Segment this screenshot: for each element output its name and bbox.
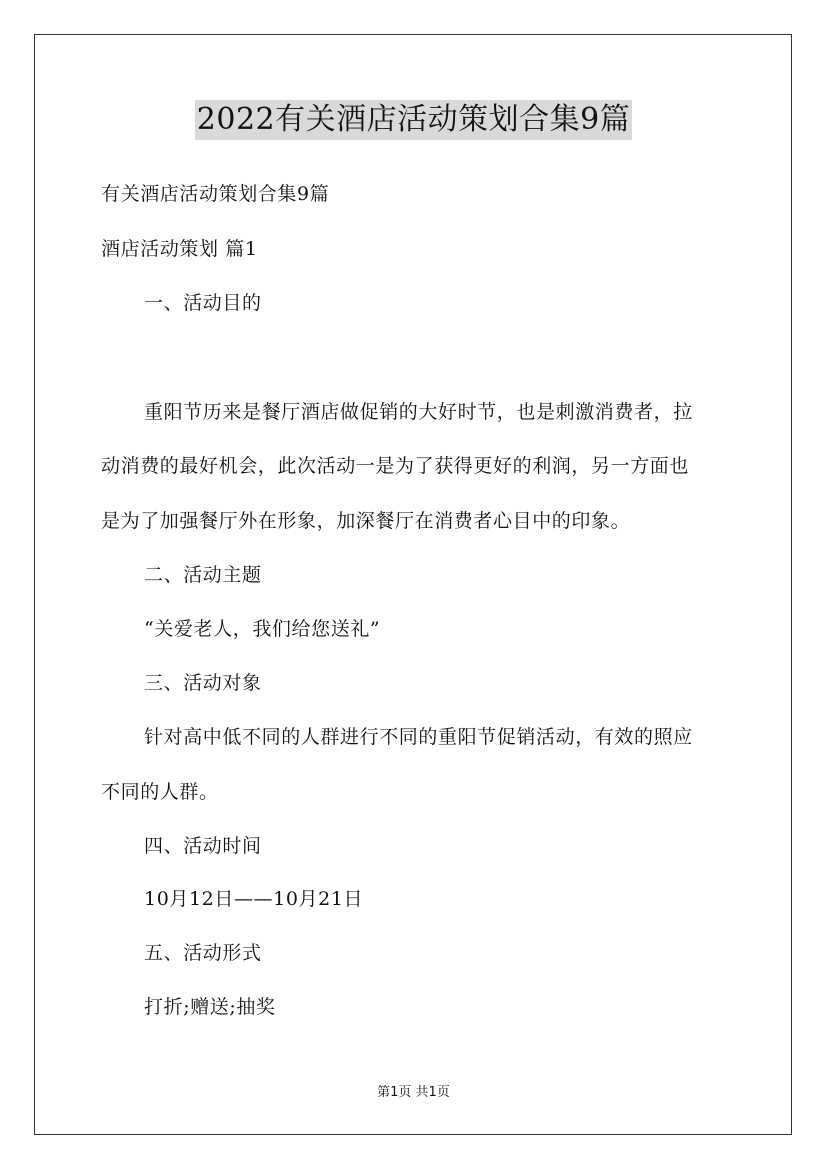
paragraph-line: 不同的人群。	[101, 781, 219, 803]
title-container	[0, 100, 827, 140]
heading-activity-purpose: 一、活动目的	[144, 292, 262, 314]
heading-activity-theme: 二、活动主题	[144, 564, 262, 586]
page-footer: 第1页 共1页	[377, 1085, 450, 1100]
activity-time-range: 10月12日——10月21日	[144, 888, 364, 910]
heading-activity-format: 五、活动形式	[144, 942, 262, 964]
theme-slogan: “关爱老人，我们给您送礼”	[144, 618, 381, 640]
subtitle-line: 有关酒店活动策划合集9篇	[101, 183, 330, 205]
paragraph-line: 动消费的最好机会，此次活动一是为了获得更好的利润，另一方面也	[101, 455, 690, 477]
paragraph-line: 重阳节历来是餐厅酒店做促销的大好时节，也是刺激消费者，拉	[144, 401, 693, 423]
section-heading-1: 酒店活动策划 篇1	[101, 238, 258, 260]
document-title: 2022有关酒店活动策划合集9篇	[195, 100, 632, 140]
paragraph-line: 是为了加强餐厅外在形象，加深餐厅在消费者心目中的印象。	[101, 510, 631, 532]
paragraph-line: 针对高中低不同的人群进行不同的重阳节促销活动，有效的照应	[144, 726, 693, 748]
activity-format-list: 打折;赠送;抽奖	[144, 996, 276, 1018]
heading-activity-target: 三、活动对象	[144, 672, 262, 694]
heading-activity-time: 四、活动时间	[144, 835, 262, 857]
